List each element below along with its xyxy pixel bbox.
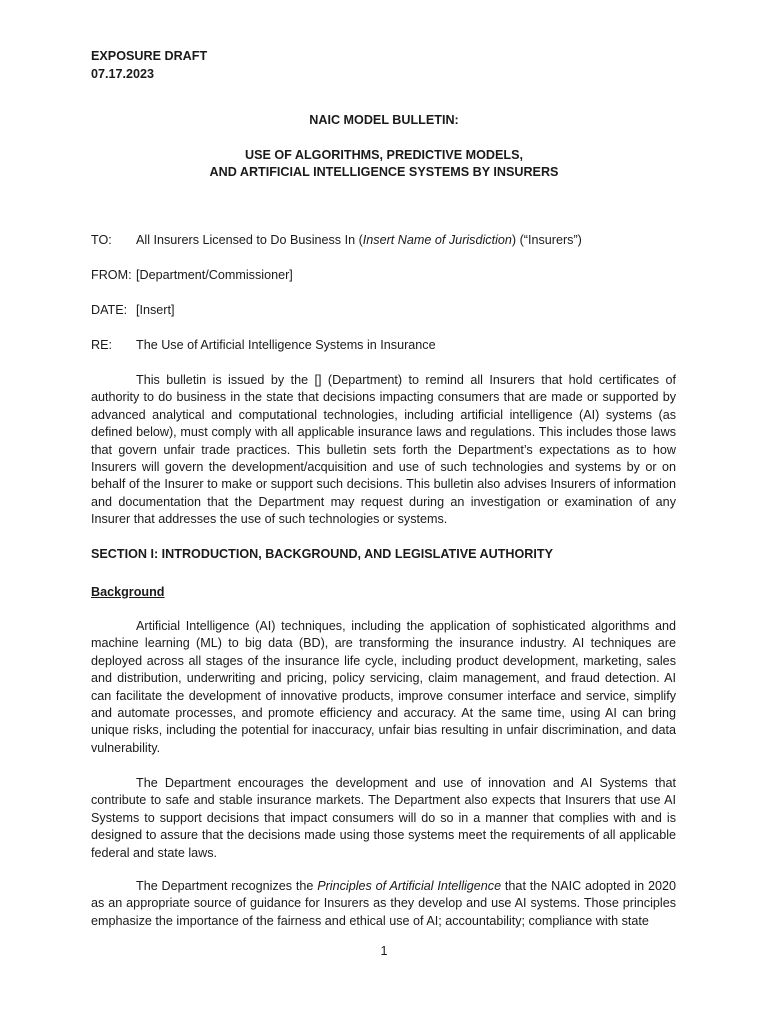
memo-re — [91, 337, 691, 354]
memo-from — [91, 267, 691, 284]
memo-date-label: DATE: — [91, 303, 128, 317]
memo-to — [91, 232, 691, 249]
subtitle-line-2: AND ARTIFICIAL INTELLIGENCE SYSTEMS BY INSURERS — [209, 165, 559, 179]
background-paragraph-2 — [91, 775, 676, 862]
background-paragraph-2-text: The Department encourages the development and use of innovation and AI Systems that contribute to safe and stable insurance markets. The Department also expects that Insurers that use AI Systems to support decisions that impact consumers will do so in a manner that complies with and is designed to assure that the decisions made using those systems meet the requirements of all applicable federal and state laws. — [91, 776, 676, 860]
para3-post: that the NAIC adopted in 2020 as an appropriate source of guidance for Insurers as they develop and use AI systems. Those principles emphasize the importance of the fairness and ethical use of AI; accountability; compliance with state — [91, 879, 676, 928]
subtitle-line-1: USE OF ALGORITHMS, PREDICTIVE MODELS, — [244, 148, 523, 162]
memo-to-label: TO: — [91, 233, 112, 247]
intro-paragraph — [91, 372, 676, 529]
bulletin-subtitle — [0, 147, 768, 181]
memo-from-label: FROM: — [91, 268, 132, 282]
background-paragraph-1 — [91, 618, 676, 757]
draft-label: EXPOSURE DRAFT — [91, 49, 208, 63]
background-paragraph-1-text: Artificial Intelligence (AI) techniques, including the application of sophisticated algorithms and machine learning (ML) to big data (BD), are transforming the insurance industry. AI techniques are deployed across all stages of the insurance life cycle, including product development, marketing, sales and distribution, underwriting and pricing, policy servicing, claim management, and fraud detection. AI can facilitate the development of innovative products, improve consumer interface and service, simplify and automate processes, and promote efficiency and accuracy. At the same time, using AI can bring unique risks, including the potential for inaccuracy, unfair bias resulting in unfair discrimination, and data vulnerability. — [91, 619, 676, 755]
memo-date-value: [Insert] — [136, 303, 175, 317]
memo-re-label: RE: — [91, 338, 112, 352]
principles-title: Principles of Artificial Intelligence — [317, 879, 502, 893]
para3-pre: The Department recognizes the — [136, 879, 318, 893]
bulletin-title: NAIC MODEL BULLETIN: — [309, 113, 459, 127]
background-paragraph-3 — [91, 878, 676, 930]
memo-date — [91, 302, 691, 319]
intro-paragraph-text: This bulletin is issued by the [] (Department) to remind all Insurers that hold certificates of authority to do business in the state that decisions impacting consumers that are made or supported by advanced analytical and computational technologies, including artificial intelligence (AI) systems (as defined below), must comply with all applicable insurance laws and regulations. This includes those laws that govern unfair trade practices. This bulletin sets forth the Department’s expectations as to how Insurers will govern the development/acquisition and use of such technologies and systems by or on behalf of the Insurer to make or support such decisions. This bulletin also advises Insurers of information and documentation that the Department may request during an investigation or examination of any Insurer that addresses the use of such technologies or systems. — [91, 373, 676, 527]
draft-header — [91, 47, 207, 83]
memo-to-post: ) (“Insurers”) — [511, 233, 582, 247]
memo-to-pre: All Insurers Licensed to Do Business In ( — [136, 233, 363, 247]
page-number: 1 — [380, 944, 388, 958]
memo-to-jurisdiction: Insert Name of Jurisdiction — [362, 233, 512, 247]
memo-re-value: The Use of Artificial Intelligence Systems in Insurance — [136, 338, 436, 352]
memo-from-value: [Department/Commissioner] — [136, 268, 293, 282]
section-heading: SECTION I: INTRODUCTION, BACKGROUND, AND LEGISLATIVE AUTHORITY — [91, 547, 553, 561]
background-subheading: Background — [91, 585, 165, 599]
draft-date: 07.17.2023 — [91, 67, 155, 81]
